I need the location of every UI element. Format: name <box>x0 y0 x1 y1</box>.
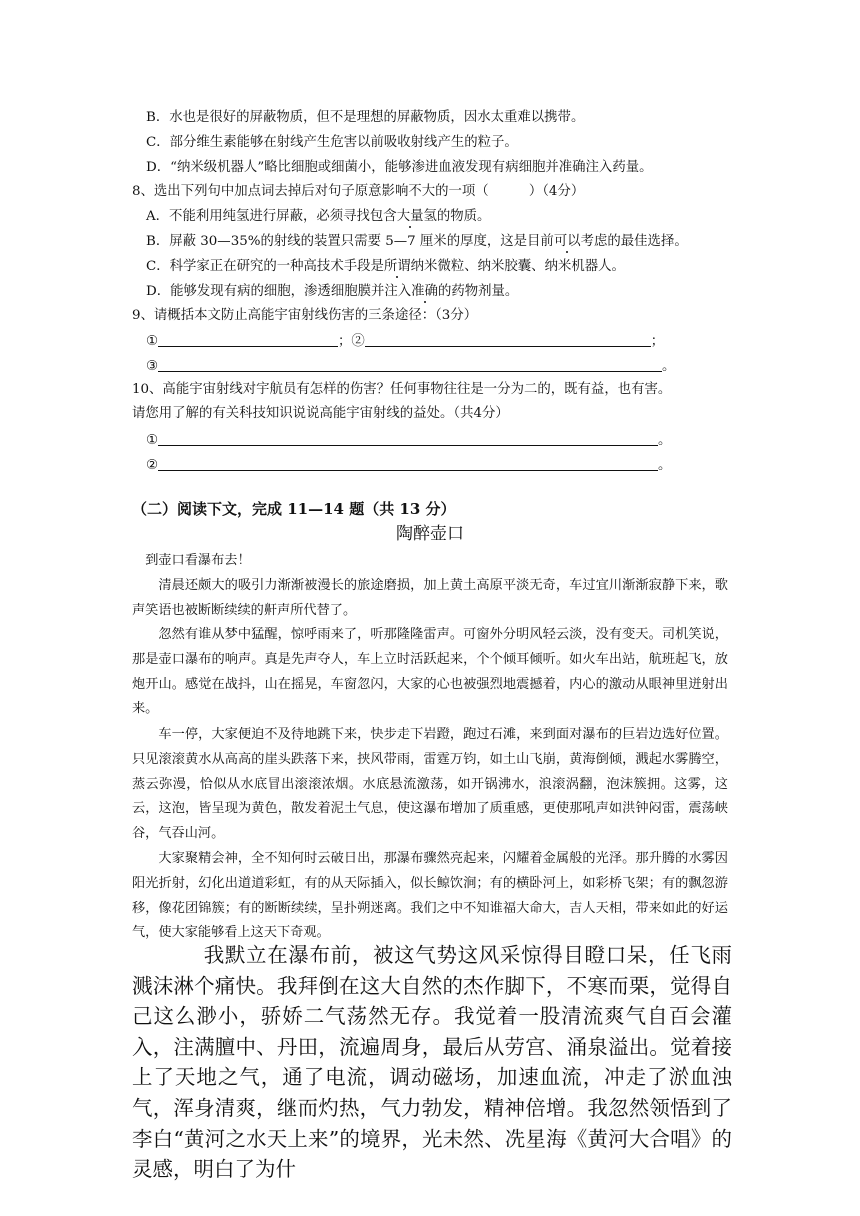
q9-answer-blank-3[interactable] <box>158 357 662 372</box>
q8-b-text-end: 考虑的最佳选择。 <box>580 234 688 249</box>
q10-answer-blank-2[interactable] <box>158 456 658 471</box>
article-paragraph-1: 到壶口看瀑布去！ <box>145 553 251 568</box>
q9-number-1: ① <box>146 334 159 349</box>
q10-number-1: ① <box>146 433 159 448</box>
q7-option-c: C．部分维生素能够在射线产生危害以前吸收射线产生的粒子。 <box>146 135 518 150</box>
q9-end-mark: 。 <box>662 359 676 374</box>
q10-end-mark-2: 。 <box>658 458 672 473</box>
article-paragraph-4: 车一停，大家便迫不及待地跳下来，快步走下岩蹬，跑过石滩，来到面对瀑布的巨岩边选好位置。只见滚滚黄水从高高的崖头跌落下来，挟风带雨，雷霆万钧，如土山飞崩，黄海倒倾，溅起水雾腾空，蒸云弥漫，恰似从水底冒出滚滚浓烟。水底悬流激荡，如开锅沸水，浪滚涡翻，泡沫簇拥。这雾，这云，这泡，皆呈现为黄色，散发着泥土气息，使这瀑布增加了质重感，更使那吼声如洪钟闷雷，震荡峡谷，气吞山河。 <box>132 727 728 842</box>
q9-stem: 9、请概括本文防止高能宇宙射线伤害的三条途径：（3分） <box>132 308 478 323</box>
article-paragraph-6: 我默立在瀑布前，被这气势这风采惊得目瞪口呆，任飞雨溅沫淋个痛快。我拜倒在这大自然的杰作脚下，不寒而栗，觉得自己这么渺小，骄娇二气荡然无存。我觉着一股清流爽气自百会灌入，注满膻中、丹田，流遍周身，最后从劳宫、涌泉溢出。觉着接上了天地之气，通了电流，调动磁场，加速血流，冲走了淤血浊气，浑身清爽，继而灼热，气力勃发，精神倍增。我忽然领悟到了李白“黄河之水天上来”的境界，光未然、冼星海《黄河大合唱》的灵感，明白了为什 <box>132 943 732 1182</box>
q8-d-text: D．能够发现有病的细胞，渗透细胞膜并注入 <box>146 284 412 299</box>
q10-answer-blank-1[interactable] <box>158 431 658 446</box>
q7-option-b: B．水也是很好的屏蔽物质，但不是理想的屏蔽物质，因水太重难以携带。 <box>146 110 585 125</box>
q8-a-text-end: 氢的物质。 <box>423 209 491 224</box>
q8-d-text-end: 的药物剂量。 <box>437 284 519 299</box>
q9-semicolon: ； <box>650 334 665 349</box>
q10-answer-row-1 <box>146 431 671 450</box>
q8-stem: 8、选出下列句中加点词去掉后对句子原意影响不大的一项（ ）（4分） <box>132 184 585 199</box>
q8-option-c <box>146 258 625 276</box>
q8-c-text-end: 纳米微粒、纳米胶囊、纳米机器人。 <box>410 259 625 274</box>
q10-end-mark-1: 。 <box>658 433 672 448</box>
q8-c-text: C．科学家正在研究的一种高技术手段是 <box>146 259 384 274</box>
q10-answer-row-2 <box>146 456 671 475</box>
q8-b-dotted: 可以 <box>553 234 581 249</box>
section-heading: （二）阅读下文，完成 11—14 题（共 13 分） <box>132 500 456 518</box>
q10-number-2: ② <box>146 458 159 473</box>
q10-stem-line-2: 请您用了解的有关科技知识说说高能宇宙射线的益处。（共4分） <box>132 406 509 421</box>
q9-number-3: ③ <box>146 359 159 374</box>
q8-c-dotted: 所谓 <box>383 259 411 274</box>
q8-b-text: B．屏蔽 30—35%的射线的装置只需要 5—7 厘米的厚度，这是目前 <box>146 234 554 249</box>
q8-d-dotted: 准确 <box>411 284 438 299</box>
q9-answer-blank-1[interactable] <box>158 332 338 347</box>
q9-answer-row-1 <box>146 332 664 351</box>
q9-answer-row-2 <box>146 357 675 376</box>
q9-number-2: ；② <box>338 334 365 349</box>
q7-option-d: D．“纳米级机器人”略比细胞或细菌小，能够渗进血液发现有病细胞并准确注入药量。 <box>146 160 653 175</box>
article-title: 陶醉壶口 <box>396 524 464 544</box>
q8-option-b <box>146 233 688 251</box>
article-paragraph-5: 大家聚精会神，全不知何时云破日出，那瀑布骤然亮起来，闪耀着金属般的光泽。那升腾的水雾因阳光折射，幻化出道道彩虹，有的从天际插入，似长鲸饮涧；有的横卧河上，如彩桥飞架；有的飘忽游移，像花团锦簇；有的断断续续，呈扑朔迷离。我们之中不知谁福大命大，吉人天相，带来如此的好运气，使大家能够看上这天下奇观。 <box>132 851 728 941</box>
q10-stem-line-1: 10、高能宇宙射线对宇航员有怎样的伤害？任何事物往往是一分为二的，既有益，也有害。 <box>132 382 672 397</box>
article-paragraph-3: 忽然有谁从梦中猛醒，惊呼雨来了，听那隆隆雷声。可窗外分明风轻云淡，没有变天。司机笑说，那是壶口瀑布的响声。真是先声夺人，车上立时活跃起来，个个倾耳倾听。如火车出站，航班起飞，放炮开山。感觉在战抖，山在摇晃，车窗忽闪，大家的心也被强烈地震撼着，内心的激动从眼神里迸射出来。 <box>132 627 728 717</box>
q8-a-dotted: 大量 <box>396 209 424 224</box>
q9-answer-blank-2[interactable] <box>365 332 651 347</box>
q8-option-d <box>146 283 518 301</box>
q8-a-text: A．不能利用纯氢进行屏蔽，必须寻找包含 <box>146 209 397 224</box>
q8-option-a <box>146 208 490 226</box>
article-paragraph-2: 清晨还颇大的吸引力渐渐被漫长的旅途磨损，加上黄土高原平淡无奇，车过宜川渐渐寂静下来，歌声笑语也被断断续续的鼾声所代替了。 <box>132 578 728 618</box>
